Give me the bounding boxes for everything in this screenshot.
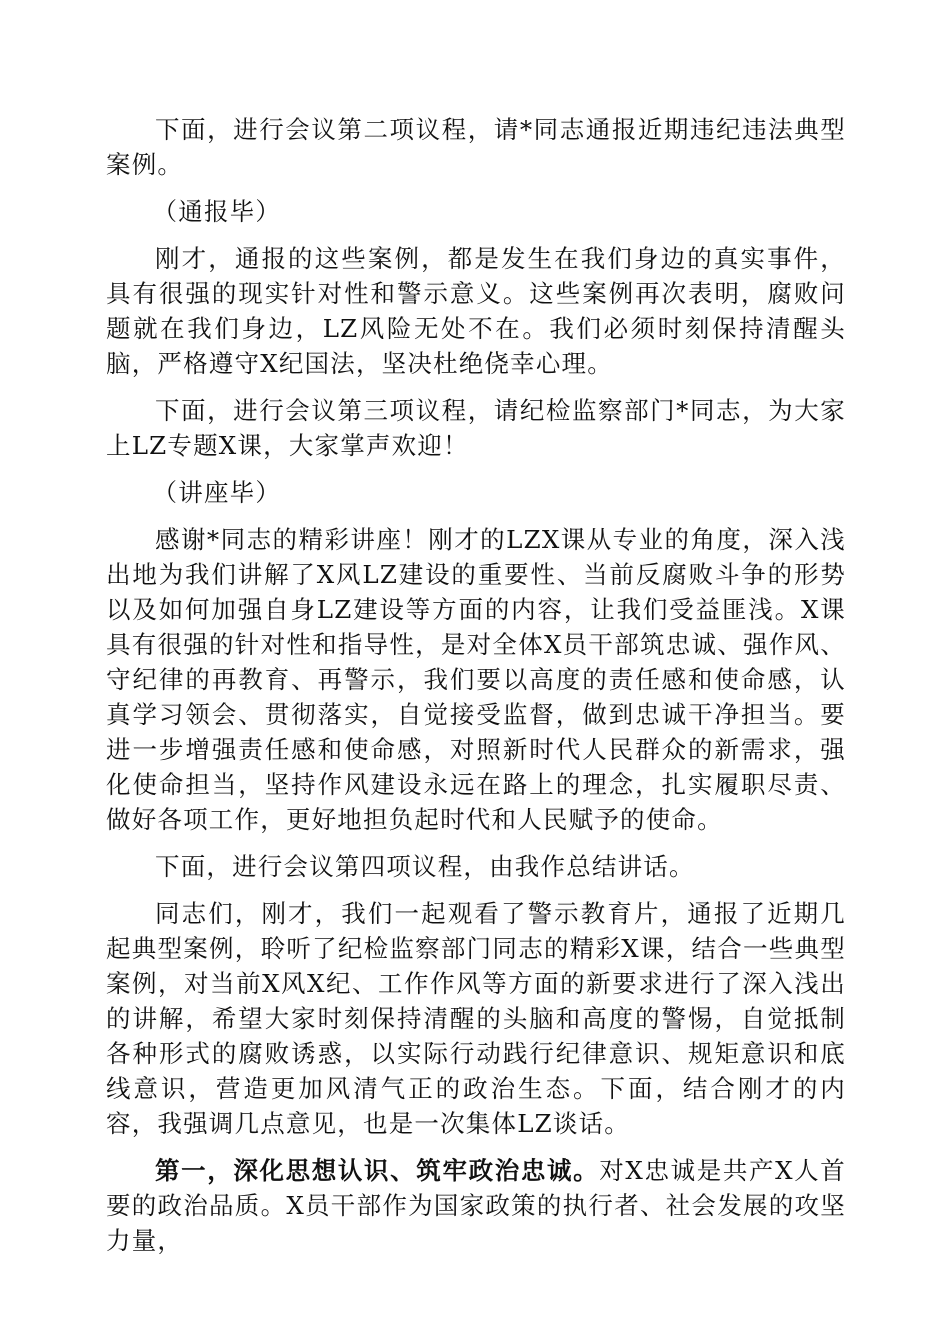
document-body — [106, 112, 846, 1258]
point-one-text: 对X忠诚是共产X人首要的政治品质。X员干部作为国家政策的执行者、社会发展的攻坚力量， — [106, 1156, 846, 1255]
paragraph-case-reflection: 刚才，通报的这些案例，都是发生在我们身边的真实事件，具有很强的现实针对性和警示意义。这些案例再次表明，腐败问题就在我们身边，LZ风险无处不在。我们必须时刻保持清醒头脑，严格遵守X纪国法，坚决杜绝侥幸心理。 — [106, 244, 846, 378]
paragraph-report-done: （通报毕） — [152, 197, 282, 226]
paragraph-agenda-three: 下面，进行会议第三项议程，请纪检监察部门*同志，为大家上LZ专题X课，大家掌声欢迎！ — [106, 396, 846, 460]
point-one-heading: 第一，深化思想认识、筑牢政治忠诚。 — [155, 1156, 600, 1185]
paragraph-point-one — [106, 1153, 846, 1258]
paragraph-summary-speech: 同志们，刚才，我们一起观看了警示教育片，通报了近期几起典型案例，聆听了纪检监察部门同志的精彩X课，结合一些典型案例，对当前X风X纪、工作作风等方面的新要求进行了深入浅出的讲解，希望大家时刻保持清醒的头脑和高度的警惕，自觉抵制各种形式的腐败诱惑，以实际行动践行纪律意识、规矩意识和底线意识，营造更加风清气正的政治生态。下面，结合刚才的内容，我强调几点意见，也是一次集体LZ谈话。 — [106, 899, 846, 1138]
paragraph-lecture-done: （讲座毕） — [152, 478, 282, 507]
paragraph-agenda-two: 下面，进行会议第二项议程，请*同志通报近期违纪违法典型案例。 — [106, 115, 846, 179]
paragraph-agenda-four: 下面，进行会议第四项议程，由我作总结讲话。 — [155, 852, 695, 881]
paragraph-lecture-thanks: 感谢*同志的精彩讲座！刚才的LZX课从专业的角度，深入浅出地为我们讲解了X风LZ建设的重要性、当前反腐败斗争的形势以及如何加强自身LZ建设等方面的内容，让我们受益匪浅。X课具有很强的针对性和指导性，是对全体X员干部筑忠诚、强作风、守纪律的再教育、再警示，我们要以高度的责任感和使命感，认真学习领会、贯彻落实，自觉接受监督，做到忠诚干净担当。要进一步增强责任感和使命感，对照新时代人民群众的新需求，强化使命担当，坚持作风建设永远在路上的理念，扎实履职尽责、做好各项工作，更好地担负起时代和人民赋予的使命。 — [106, 525, 846, 834]
